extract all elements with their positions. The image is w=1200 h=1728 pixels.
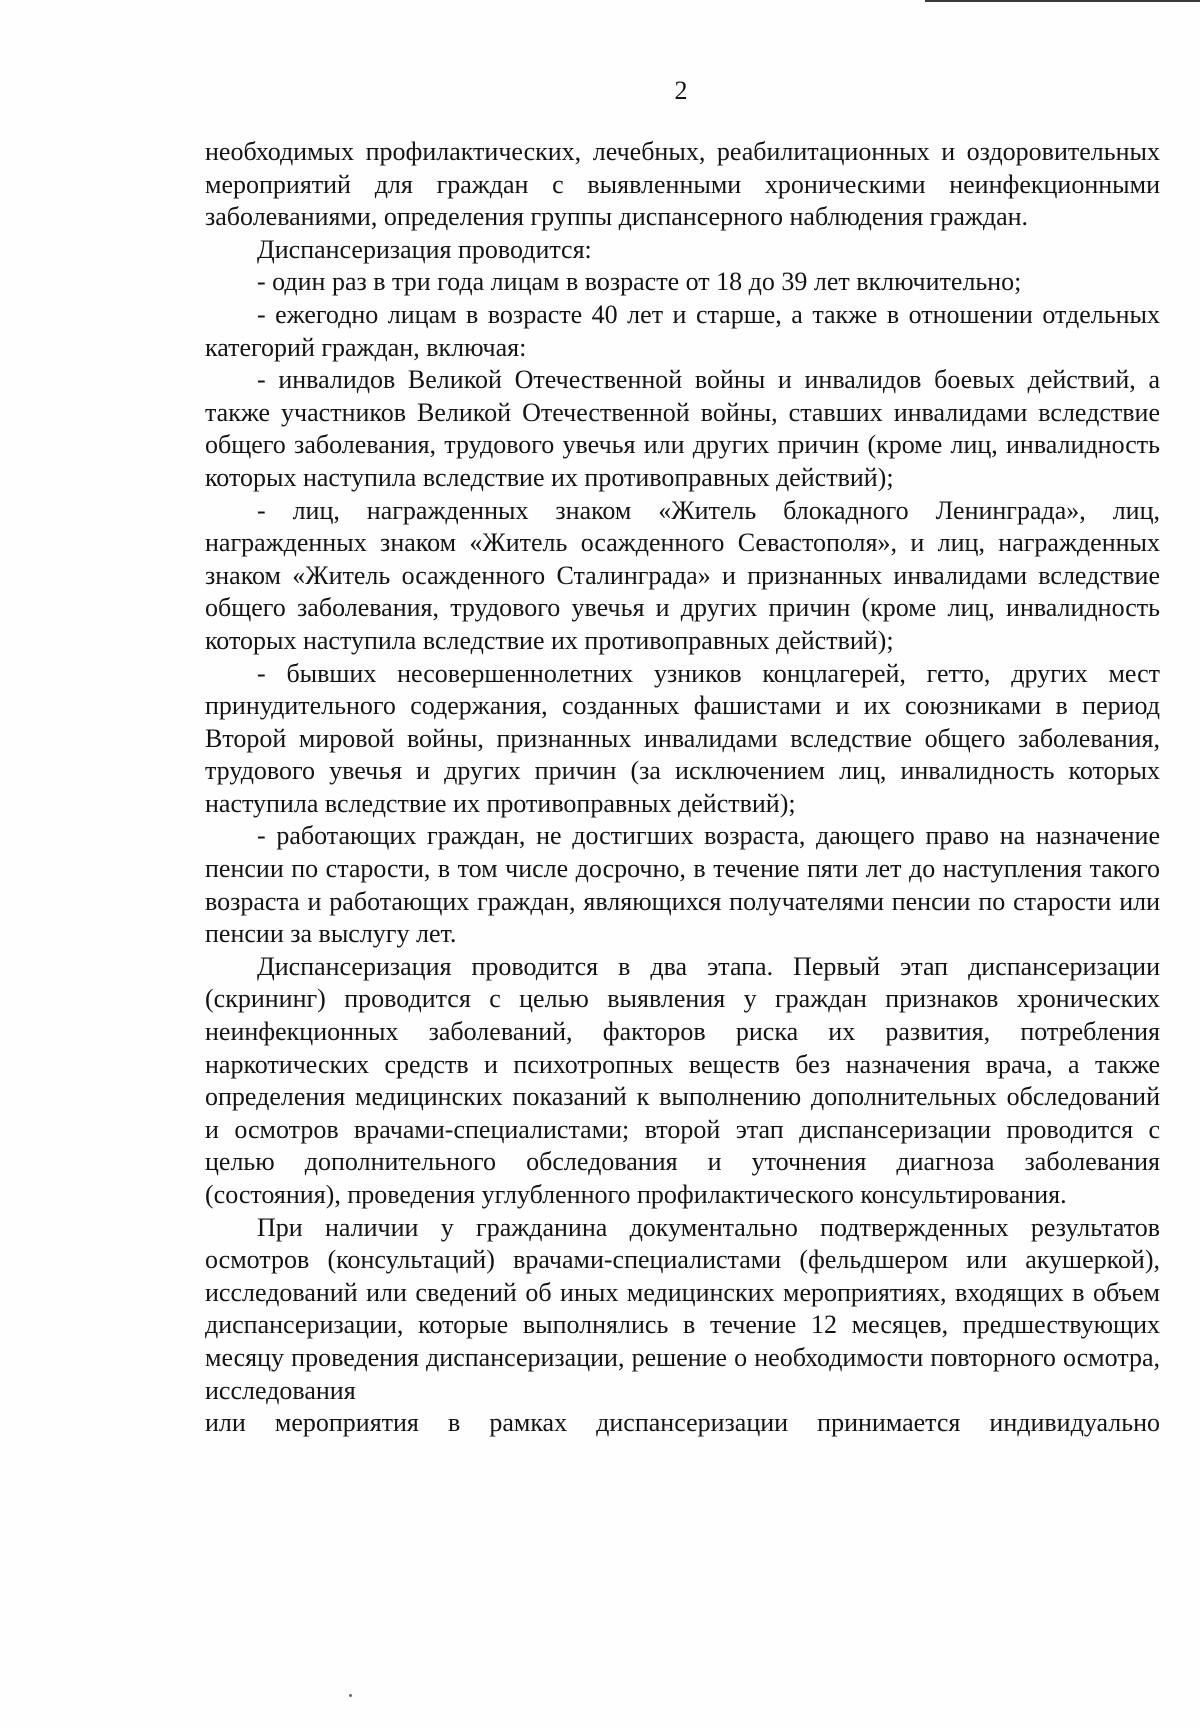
list-item-annually: - ежегодно лицам в возрасте 40 лет и старше, а также в отношении отдельных категорий граждан, включая:	[205, 299, 1160, 362]
list-item-once-in-three-years: - один раз в три года лицам в возрасте от 18 до 39 лет включительно;	[257, 267, 1022, 297]
paragraph-continuation: необходимых профилактических, лечебных, реабилитационных и оздоровительных мероприятий для граждан с выявленными хроническими неинфекционными заболеваниями, определения группы диспансерного наблюдения граждан.	[205, 137, 1160, 232]
paragraph-prior-results-last-line: или мероприятия в рамках диспансеризации принимается индивидуально	[205, 1408, 1160, 1438]
list-item-working-citizens: - работающих граждан, не достигших возраста, дающего право на назначение пенсии по старости, в том числе досрочно, в течение пяти лет до наступления такого возраста и работающих граждан, являющихся получателями пенсии по старости или пенсии за выслугу лет.	[205, 821, 1160, 949]
scan-speck	[349, 1694, 352, 1697]
list-item-war-invalids: - инвалидов Великой Отечественной войны и инвалидов боевых действий, а также участников Великой Отечественной войны, ставших инвалидами вследствие общего заболевания, трудового увечья или других причин (кроме лиц, инвалидность которых наступила вследствие их противоправных действий);	[205, 365, 1160, 492]
paragraph-two-stages: Диспансеризация проводится в два этапа. Первый этап диспансеризации (скрининг) проводится с целью выявления у граждан признаков хронических неинфекционных заболеваний, факторов риска их развития, потребления наркотических средств и психотропных веществ без назначения врача, а также определения медицинских показаний к выполнению дополнительных обследований и осмотров врачами-специалистами; второй этап диспансеризации проводится с целью дополнительного обследования и уточнения диагноза заболевания (состояния), проведения углубленного профилактического консультирования.	[205, 951, 1160, 1209]
list-item-former-prisoners: - бывших несовершеннолетних узников концлагерей, гетто, других мест принудительного содержания, созданных фашистами и их союзниками в период Второй мировой войны, признанных инвалидами вследствие общего заболевания, трудового увечья и других причин (за исключением лиц, инвалидность которых наступила вследствие их противоправных действий);	[205, 658, 1160, 818]
paragraph-prior-results: При наличии у гражданина документально подтвержденных результатов осмотров (консультаций) врачами-специалистами (фельдшером или акушеркой), исследований или сведений об иных медицинских мероприятиях, входящих в объем диспансеризации, которые выполнялись в течение 12 месяцев, предшествующих месяцу проведения диспансеризации, решение о необходимости повторного осмотра, исследования	[205, 1212, 1160, 1405]
page-number: 2	[674, 76, 688, 105]
list-item-siege-residents: - лиц, награжденных знаком «Житель блокадного Ленинграда», лиц, награжденных знаком «Житель осажденного Севастополя», и лиц, награжденных знаком «Житель осажденного Сталинграда» и признанных инвалидами вследствие общего заболевания, трудового увечья и других причин (кроме лиц, инвалидность которых наступила вследствие их противоправных действий);	[205, 495, 1160, 655]
top-rule-line	[925, 0, 1200, 2]
body-text	[205, 136, 1160, 1440]
paragraph-lead: Диспансеризация проводится:	[257, 234, 592, 264]
